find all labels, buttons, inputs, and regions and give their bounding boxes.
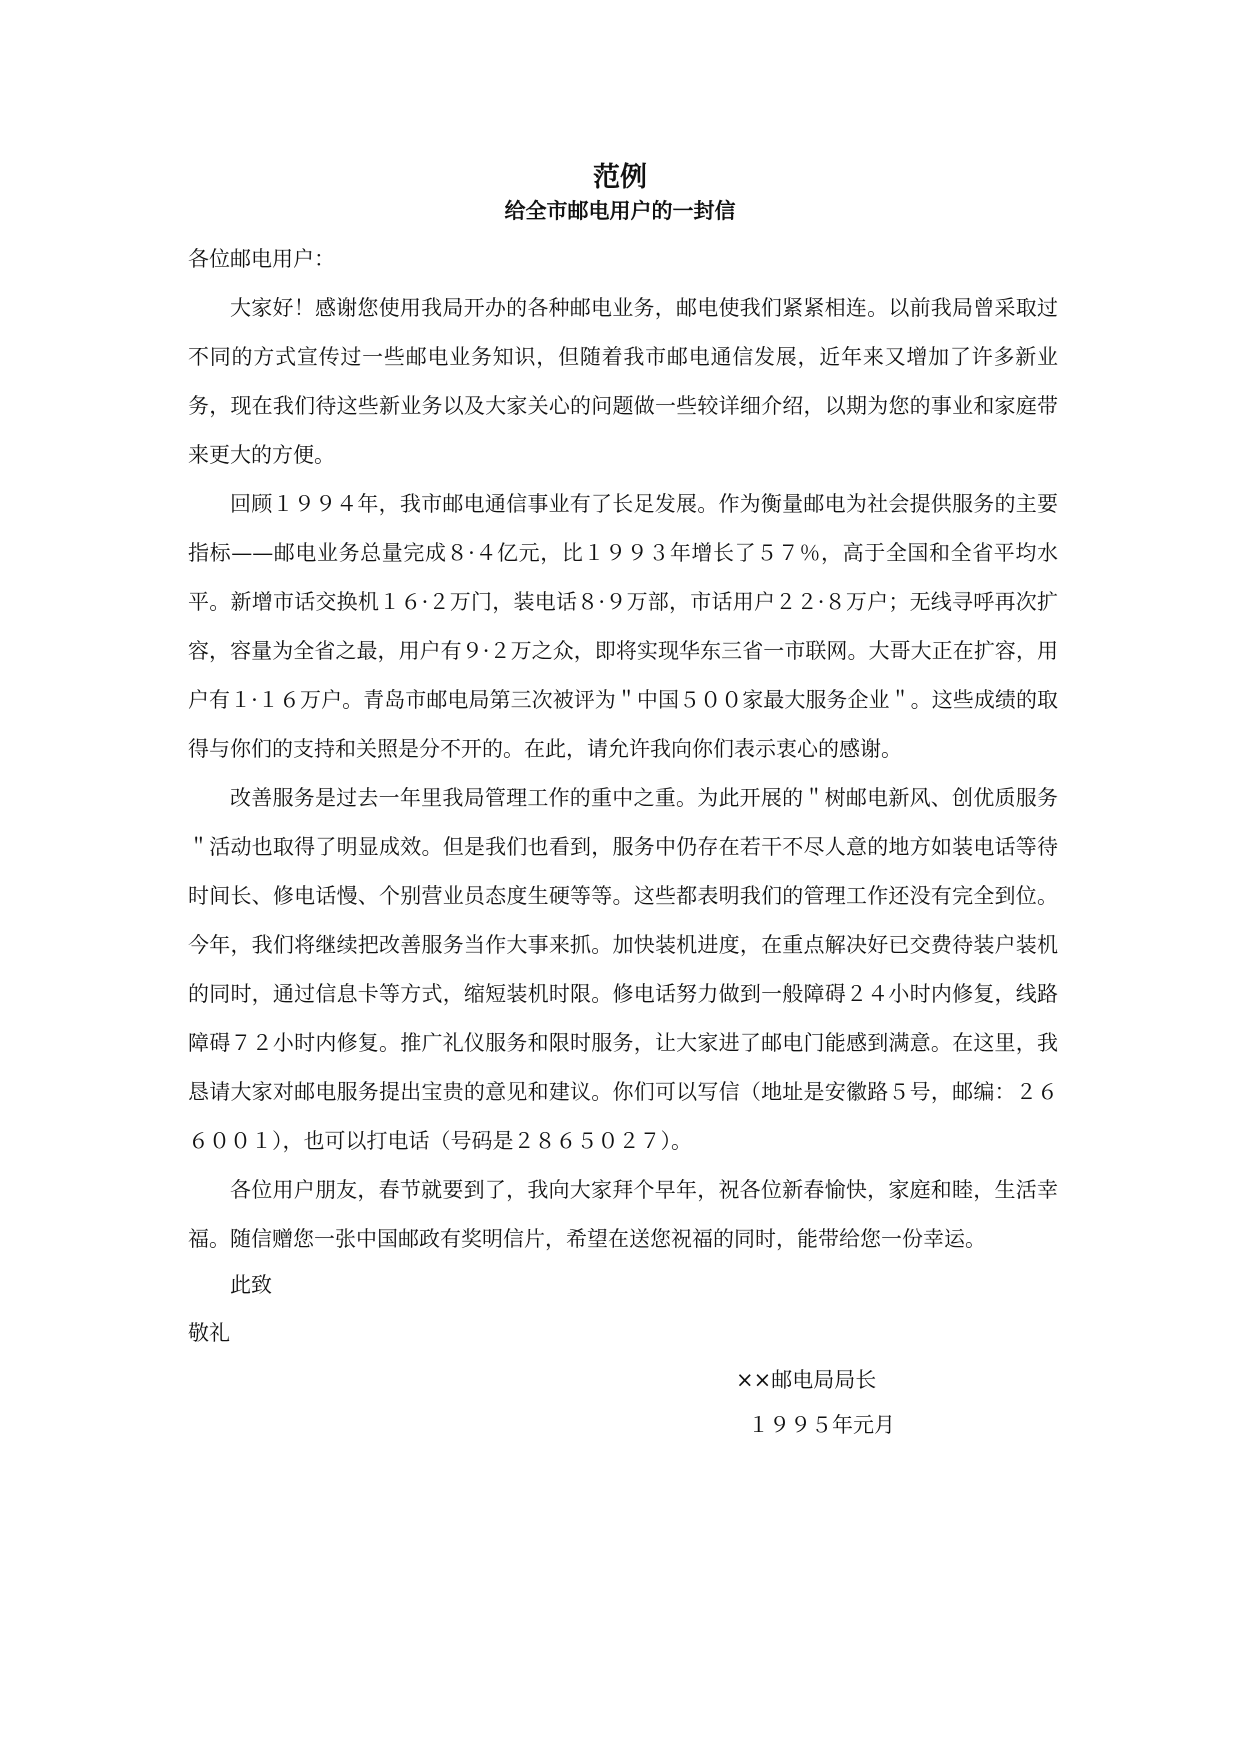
paragraph: 改善服务是过去一年里我局管理工作的重中之重。为此开展的＂树邮电新风、创优质服务＂活动也取得了明显成效。但是我们也看到，服务中仍存在若干不尽人意的地方如装电话等待时间长、修电话慢、个别营业员态度生硬等等。这些都表明我们的管理工作还没有完全到位。今年，我们将继续把改善服务当作大事来抓。加快装机进度，在重点解决好已交费待装户装机的同时，通过信息卡等方式，缩短装机时限。修电话努力做到一般障碍２４小时内修复，线路障碍７２小时内修复。推广礼仪服务和限时服务，让大家进了邮电门能感到满意。在这里，我恳请大家对邮电服务提出宝贵的意见和建议。你们可以写信（地址是安徽路５号，邮编：２６６００１），也可以打电话（号码是２８６５０２７）。 xyxy=(188,786,1058,1153)
letter-date: １９９５年元月 xyxy=(748,1413,895,1437)
paragraph: 大家好！感谢您使用我局开办的各种邮电业务，邮电使我们紧紧相连。以前我局曾采取过不同的方式宣传过一些邮电业务知识，但随着我市邮电通信发展，近年来又增加了许多新业务，现在我们待这些新业务以及大家关心的问题做一些较详细介绍，以期为您的事业和家庭带来更大的方便。 xyxy=(188,296,1058,467)
closing-salute: 敬礼 xyxy=(188,1321,230,1345)
page-subtitle: 给全市邮电用户的一封信 xyxy=(504,198,736,223)
closing-phrase: 此致 xyxy=(230,1273,272,1297)
page-title: 范例 xyxy=(593,162,647,193)
paragraph: 回顾１９９４年，我市邮电通信事业有了长足发展。作为衡量邮电为社会提供服务的主要指标——邮电业务总量完成８·４亿元，比１９９３年增长了５７％，高于全国和全省平均水平。新增市话交换机１６·２万门，装电话８·９万部，市话用户２２·８万户；无线寻呼再次扩容，容量为全省之最，用户有９·２万之众，即将实现华东三省一市联网。大哥大正在扩容，用户有１·１６万户。青岛市邮电局第三次被评为＂中国５００家最大服务企业＂。这些成绩的取得与你们的支持和关照是分不开的。在此，请允许我向你们表示衷心的感谢。 xyxy=(188,492,1058,761)
signer: ××邮电局局长 xyxy=(736,1368,877,1392)
paragraph: 各位用户朋友，春节就要到了，我向大家拜个早年，祝各位新春愉快，家庭和睦，生活幸福。随信赠您一张中国邮政有奖明信片，希望在送您祝福的同时，能带给您一份幸运。 xyxy=(188,1178,1058,1251)
salutation: 各位邮电用户： xyxy=(188,247,335,271)
letter-body xyxy=(188,238,1058,1264)
